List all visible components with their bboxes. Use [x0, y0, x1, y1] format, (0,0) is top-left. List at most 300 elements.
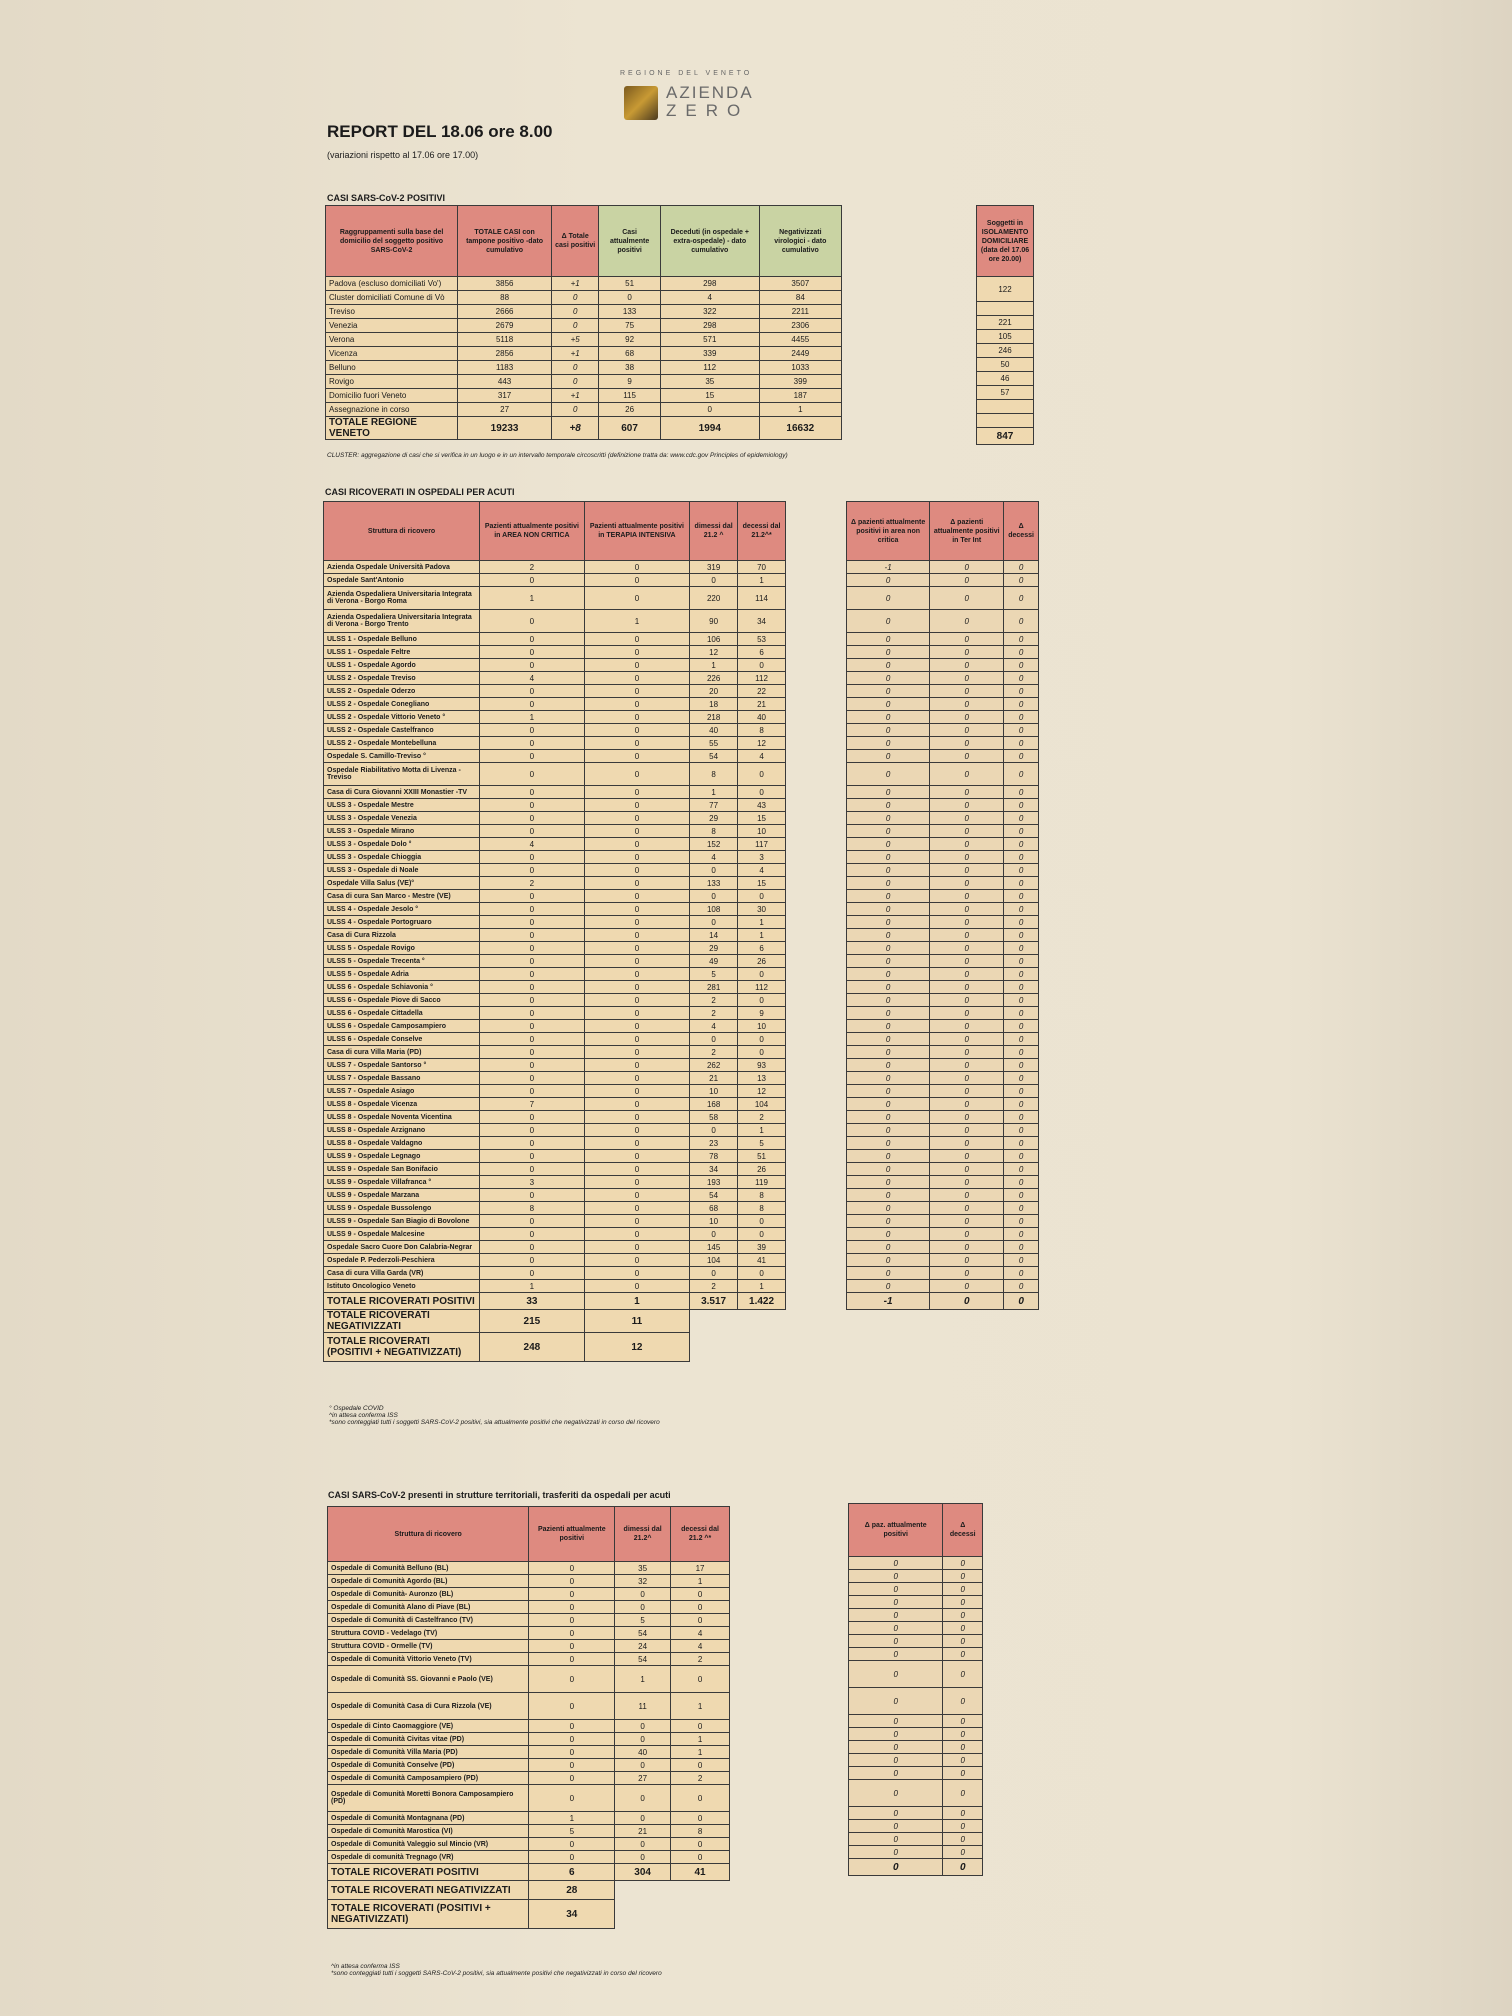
table-cell: 10	[690, 1215, 738, 1228]
table-cell: ULSS 8 - Ospedale Vicenza	[324, 1098, 480, 1111]
table-cell: ULSS 1 - Ospedale Agordo	[324, 659, 480, 672]
table-cell: 193	[690, 1176, 738, 1189]
table-row	[847, 1033, 1039, 1046]
table-cell: ULSS 6 - Ospedale Schiavonia °	[324, 981, 480, 994]
table-cell: 0	[480, 1137, 585, 1150]
table-cell: 77	[690, 799, 738, 812]
table-cell: 571	[660, 333, 759, 347]
table-cell: Azienda Ospedaliera Universitaria Integrata di Verona - Borgo Roma	[324, 587, 480, 610]
brand-logo: AZIENDA ZERO	[666, 83, 754, 120]
table-cell: 0	[480, 1163, 585, 1176]
table-cell: 78	[690, 1150, 738, 1163]
table-cell: 9	[599, 375, 661, 389]
table-cell: ULSS 9 - Ospedale Malcesine	[324, 1228, 480, 1241]
table-cell: 108	[690, 903, 738, 916]
table-cell: 0	[480, 1254, 585, 1267]
table-row	[847, 929, 1039, 942]
table-row	[324, 737, 786, 750]
table-cell: 0	[847, 929, 930, 942]
table-cell: 0	[930, 561, 1004, 574]
table-cell: 0	[1004, 1163, 1039, 1176]
table-cell: 2211	[759, 305, 841, 319]
table-cell: 0	[849, 1741, 943, 1754]
table-row	[849, 1648, 983, 1661]
table-cell: 0	[584, 1228, 689, 1241]
table-cell: 0	[615, 1838, 671, 1851]
table-cell: ULSS 5 - Ospedale Adria	[324, 968, 480, 981]
table-cell: 5	[615, 1614, 671, 1627]
table-cell: 0	[584, 763, 689, 786]
table-row	[849, 1570, 983, 1583]
header-row	[847, 502, 1039, 561]
table-cell: 0	[943, 1557, 983, 1570]
table-cell: 0	[1004, 1241, 1039, 1254]
positive-cases-table	[325, 205, 842, 440]
table-row	[328, 1693, 730, 1720]
table-cell: 0	[480, 1267, 585, 1280]
table-cell: 68	[599, 347, 661, 361]
table-cell: 23	[690, 1137, 738, 1150]
table-cell: 0	[1004, 561, 1039, 574]
table-cell: ULSS 9 - Ospedale San Biagio di Bovolone	[324, 1215, 480, 1228]
table-cell: 51	[599, 277, 661, 291]
table-row	[324, 763, 786, 786]
header-row	[328, 1507, 730, 1562]
table-cell: Casa di Cura Rizzola	[324, 929, 480, 942]
table-cell: 0	[690, 1267, 738, 1280]
table-cell: 34	[738, 610, 786, 633]
column-header: TOTALE CASI con tampone positivo -dato cumulativo	[458, 206, 552, 277]
table-cell: Ospedale di Comunità di Castelfranco (TV)	[328, 1614, 529, 1627]
table-cell: Ospedale di Comunità Camposampiero (PD)	[328, 1772, 529, 1785]
table-cell: Ospedale di Comunità Valeggio sul Mincio (VR)	[328, 1838, 529, 1851]
table-cell: 0	[552, 305, 599, 319]
table-row	[847, 1267, 1039, 1280]
table-cell: 0	[480, 916, 585, 929]
table-row	[847, 1254, 1039, 1267]
table-row	[326, 417, 842, 440]
table-cell: 0	[943, 1859, 983, 1876]
table-cell: 1	[671, 1575, 730, 1588]
table-cell: 2856	[458, 347, 552, 361]
table-cell: 0	[930, 1215, 1004, 1228]
table-cell: 0	[1004, 1072, 1039, 1085]
table-cell: 1	[671, 1733, 730, 1746]
table-cell: 8	[671, 1825, 730, 1838]
table-cell: 24	[615, 1640, 671, 1653]
column-header: Struttura di ricovero	[324, 502, 480, 561]
table-cell: 0	[660, 403, 759, 417]
table-cell: ULSS 2 - Ospedale Conegliano	[324, 698, 480, 711]
table-cell: 0	[529, 1588, 615, 1601]
table-cell: 0	[480, 737, 585, 750]
table-cell: 14	[690, 929, 738, 942]
table-row	[324, 610, 786, 633]
table-cell: 0	[584, 1254, 689, 1267]
table-cell: 117	[738, 838, 786, 851]
table-cell: 0	[480, 1215, 585, 1228]
table-cell: 0	[930, 929, 1004, 942]
table-row	[324, 1137, 786, 1150]
table-cell: 27	[458, 403, 552, 417]
table-cell: 114	[738, 587, 786, 610]
table-cell: 0	[615, 1720, 671, 1733]
table-cell: 0	[943, 1728, 983, 1741]
table-cell: 0	[930, 838, 1004, 851]
table-cell: 0	[1004, 877, 1039, 890]
table-cell: 0	[1004, 916, 1039, 929]
table-cell: 0	[480, 685, 585, 698]
table-cell: 0	[930, 1059, 1004, 1072]
table-cell: 0	[584, 864, 689, 877]
table-cell: 57	[977, 386, 1034, 400]
table-cell: 0	[1004, 737, 1039, 750]
table-cell: Vicenza	[326, 347, 458, 361]
table-row	[849, 1820, 983, 1833]
table-cell: 2	[671, 1772, 730, 1785]
table-cell: 0	[690, 1228, 738, 1241]
table-cell: 104	[738, 1098, 786, 1111]
table-cell: 0	[930, 786, 1004, 799]
table-cell: 0	[690, 574, 738, 587]
table-cell: 0	[529, 1772, 615, 1785]
table-cell: 6	[738, 942, 786, 955]
column-header: dimessi dal 21.2 ^	[690, 502, 738, 561]
table-cell: 0	[847, 1202, 930, 1215]
table-cell: 0	[930, 903, 1004, 916]
table-cell: Casa di cura Villa Garda (VR)	[324, 1267, 480, 1280]
table-row	[328, 1900, 730, 1929]
table-cell: 0	[930, 646, 1004, 659]
table-row	[977, 316, 1034, 330]
table-cell: 0	[738, 763, 786, 786]
table-cell: 50	[977, 358, 1034, 372]
table-cell: 0	[529, 1601, 615, 1614]
table-cell: 21	[738, 698, 786, 711]
table-cell: 0	[615, 1588, 671, 1601]
table-row	[324, 1202, 786, 1215]
table-cell: 281	[690, 981, 738, 994]
table-row	[324, 812, 786, 825]
table-cell: 0	[1004, 698, 1039, 711]
table-row	[849, 1622, 983, 1635]
table-cell: 1.422	[738, 1293, 786, 1310]
column-header: dimessi dal 21.2^	[615, 1507, 671, 1562]
page-subtitle: (variazioni rispetto al 17.06 ore 17.00)	[327, 150, 479, 160]
table-cell: 0	[480, 1241, 585, 1254]
territorial-notes	[331, 1963, 662, 1977]
table-cell: Ospedale di Comunità Casa di Cura Rizzola (VE)	[328, 1693, 529, 1720]
table-cell: 7	[480, 1098, 585, 1111]
table-cell: 55	[690, 737, 738, 750]
table-cell: 0	[943, 1622, 983, 1635]
table-cell: 0	[849, 1570, 943, 1583]
table-cell: ULSS 6 - Ospedale Conselve	[324, 1033, 480, 1046]
table-cell: 4	[480, 672, 585, 685]
table-cell: 1	[738, 1124, 786, 1137]
hospital-notes	[329, 1405, 660, 1426]
table-cell: 0	[584, 1033, 689, 1046]
table-cell: 93	[738, 1059, 786, 1072]
table-cell: 1	[690, 659, 738, 672]
table-cell: 0	[1004, 724, 1039, 737]
table-cell: 0	[943, 1741, 983, 1754]
table-cell: 1	[738, 574, 786, 587]
table-row	[847, 1072, 1039, 1085]
table-cell: ULSS 7 - Ospedale Asiago	[324, 1085, 480, 1098]
table-cell: 34	[690, 1163, 738, 1176]
table-row	[847, 1046, 1039, 1059]
table-cell: 0	[584, 825, 689, 838]
table-cell: 0	[584, 1020, 689, 1033]
table-row	[847, 1124, 1039, 1137]
table-row	[324, 1098, 786, 1111]
column-header: Pazienti attualmente positivi	[529, 1507, 615, 1562]
table-cell: 75	[599, 319, 661, 333]
table-row	[324, 561, 786, 574]
table-row	[847, 672, 1039, 685]
table-cell: 0	[847, 1007, 930, 1020]
table-cell: 0	[1004, 799, 1039, 812]
section1-title: CASI SARS-CoV-2 POSITIVI	[327, 193, 446, 203]
hospital-delta-table	[846, 501, 1039, 1310]
column-header: decessi dal 21.2^*	[738, 502, 786, 561]
table-cell: 3856	[458, 277, 552, 291]
table-row	[847, 659, 1039, 672]
table-cell: 0	[930, 610, 1004, 633]
table-cell: 0	[943, 1820, 983, 1833]
table-row	[977, 344, 1034, 358]
table-row	[324, 633, 786, 646]
table-cell: 0	[847, 903, 930, 916]
table-cell: 0	[738, 968, 786, 981]
table-cell: 0	[529, 1733, 615, 1746]
table-cell: 0	[1004, 1228, 1039, 1241]
table-cell: Ospedale di Comunità Moretti Bonora Camposampiero (PD)	[328, 1785, 529, 1812]
table-row	[847, 1150, 1039, 1163]
table-cell: 0	[943, 1648, 983, 1661]
header-row	[326, 206, 842, 277]
table-cell: 0	[1004, 1150, 1039, 1163]
table-cell: 0	[529, 1627, 615, 1640]
table-row	[847, 812, 1039, 825]
table-cell: 0	[584, 1267, 689, 1280]
table-cell: 0	[1004, 646, 1039, 659]
table-row	[847, 750, 1039, 763]
table-cell: 0	[930, 968, 1004, 981]
table-cell: -1	[847, 1293, 930, 1310]
table-cell: 0	[847, 838, 930, 851]
table-cell: Casa di cura San Marco - Mestre (VE)	[324, 890, 480, 903]
table-row	[324, 851, 786, 864]
table-cell: 0	[584, 1280, 689, 1293]
table-cell: 0	[480, 698, 585, 711]
table-cell: 0	[738, 1267, 786, 1280]
table-cell: ULSS 3 - Ospedale Mirano	[324, 825, 480, 838]
table-cell: 0	[584, 1007, 689, 1020]
table-cell: 0	[943, 1846, 983, 1859]
table-cell: 0	[1004, 942, 1039, 955]
table-cell: 0	[552, 319, 599, 333]
table-row	[324, 646, 786, 659]
table-cell: 8	[738, 724, 786, 737]
table-cell: 0	[849, 1728, 943, 1741]
table-row	[324, 1254, 786, 1267]
table-cell: 0	[671, 1759, 730, 1772]
table-cell: 0	[480, 851, 585, 864]
table-cell: 0	[847, 672, 930, 685]
table-cell: +8	[552, 417, 599, 440]
table-cell: 2	[480, 561, 585, 574]
table-cell: 304	[615, 1864, 671, 1881]
table-cell: 0	[930, 1046, 1004, 1059]
table-cell: 0	[671, 1838, 730, 1851]
table-row	[977, 372, 1034, 386]
header-row	[977, 206, 1034, 277]
table-cell: 0	[930, 1293, 1004, 1310]
table-row	[328, 1759, 730, 1772]
table-row	[324, 994, 786, 1007]
table-cell: 105	[977, 330, 1034, 344]
table-cell	[977, 400, 1034, 414]
table-cell: 0	[584, 1124, 689, 1137]
table-row	[849, 1807, 983, 1820]
table-cell: ULSS 9 - Ospedale Villafranca °	[324, 1176, 480, 1189]
table-cell: 0	[930, 659, 1004, 672]
table-cell: 0	[930, 994, 1004, 1007]
table-cell: 0	[1004, 1020, 1039, 1033]
table-cell: 38	[599, 361, 661, 375]
table-cell: 4455	[759, 333, 841, 347]
table-cell: 0	[1004, 968, 1039, 981]
table-cell: 317	[458, 389, 552, 403]
table-cell: 0	[930, 825, 1004, 838]
table-cell: 29	[690, 942, 738, 955]
column-header: Casi attualmente positivi	[599, 206, 661, 277]
table-row	[328, 1614, 730, 1627]
table-cell: 0	[849, 1833, 943, 1846]
table-row	[328, 1838, 730, 1851]
table-cell: 0	[480, 1228, 585, 1241]
table-cell: 0	[584, 851, 689, 864]
table-row	[847, 561, 1039, 574]
table-cell: 0	[480, 724, 585, 737]
table-cell: Ospedale di Comunità Civitas vitae (PD)	[328, 1733, 529, 1746]
table-row	[977, 302, 1034, 316]
table-cell: +1	[552, 277, 599, 291]
table-cell: 0	[930, 737, 1004, 750]
table-cell: 0	[480, 955, 585, 968]
table-cell: 399	[759, 375, 841, 389]
table-cell: 0	[671, 1588, 730, 1601]
table-row	[847, 955, 1039, 968]
table-cell: 0	[480, 659, 585, 672]
table-cell: TOTALE REGIONE VENETO	[326, 417, 458, 440]
table-row	[326, 305, 842, 319]
table-cell: 0	[930, 1241, 1004, 1254]
table-cell: 17	[671, 1562, 730, 1575]
table-cell: ULSS 9 - Ospedale Marzana	[324, 1189, 480, 1202]
table-cell: 2	[738, 1111, 786, 1124]
table-cell: 0	[615, 1812, 671, 1825]
column-header: Δ Totale casi positivi	[552, 206, 599, 277]
table-cell: 26	[599, 403, 661, 417]
table-row	[326, 333, 842, 347]
table-cell: 70	[738, 561, 786, 574]
table-cell: ULSS 2 - Ospedale Montebelluna	[324, 737, 480, 750]
table-row	[847, 1215, 1039, 1228]
table-cell: ULSS 1 - Ospedale Belluno	[324, 633, 480, 646]
table-cell: 112	[660, 361, 759, 375]
table-row	[847, 903, 1039, 916]
table-cell: Ospedale di Comunità Vittorio Veneto (TV)	[328, 1653, 529, 1666]
table-row	[324, 685, 786, 698]
table-cell: 0	[738, 890, 786, 903]
table-cell: Ospedale di Comunità- Auronzo (BL)	[328, 1588, 529, 1601]
table-cell: 106	[690, 633, 738, 646]
table-cell: 0	[480, 633, 585, 646]
table-cell: Azienda Ospedale Università Padova	[324, 561, 480, 574]
table-cell: 0	[849, 1648, 943, 1661]
table-row	[324, 1085, 786, 1098]
table-row	[847, 574, 1039, 587]
table-cell: 0	[584, 685, 689, 698]
table-cell: 0	[480, 1033, 585, 1046]
table-cell: 0	[943, 1583, 983, 1596]
table-cell: 15	[660, 389, 759, 403]
column-header: Negativizzati virologici - dato cumulativo	[759, 206, 841, 277]
table-cell: ULSS 7 - Ospedale Bassano	[324, 1072, 480, 1085]
table-cell: 4	[660, 291, 759, 305]
table-cell: 51	[738, 1150, 786, 1163]
table-cell: 1	[690, 786, 738, 799]
table-cell: 0	[480, 812, 585, 825]
table-cell: 0	[1004, 610, 1039, 633]
table-cell: 0	[849, 1780, 943, 1807]
table-row	[324, 864, 786, 877]
table-cell: 15	[738, 877, 786, 890]
table-cell: 4	[671, 1627, 730, 1640]
column-header: Pazienti attualmente positivi in AREA NON CRITICA	[480, 502, 585, 561]
table-cell: 0	[529, 1640, 615, 1653]
table-cell: 0	[584, 903, 689, 916]
table-row	[324, 724, 786, 737]
table-cell: 0	[930, 877, 1004, 890]
table-row	[324, 698, 786, 711]
table-cell: 28	[529, 1881, 615, 1900]
table-row	[328, 1601, 730, 1614]
table-cell: 0	[690, 916, 738, 929]
table-row	[328, 1627, 730, 1640]
column-header: Δ decessi	[1004, 502, 1039, 561]
table-row	[847, 685, 1039, 698]
table-cell: 226	[690, 672, 738, 685]
table-cell: 0	[1004, 929, 1039, 942]
table-cell: TOTALE RICOVERATI NEGATIVIZZATI	[324, 1310, 480, 1333]
table-cell: Ospedale di Comunità Villa Maria (PD)	[328, 1746, 529, 1759]
table-row	[324, 672, 786, 685]
table-cell: 133	[599, 305, 661, 319]
table-row	[324, 1059, 786, 1072]
table-cell: 54	[615, 1653, 671, 1666]
table-cell: 1	[759, 403, 841, 417]
column-header: Soggetti in ISOLAMENTO DOMICILIARE (data del 17.06 ore 20.00)	[977, 206, 1034, 277]
table-row	[324, 1215, 786, 1228]
table-cell: 35	[660, 375, 759, 389]
table-row	[847, 1137, 1039, 1150]
table-cell: 0	[615, 1601, 671, 1614]
table-cell: TOTALE RICOVERATI POSITIVI	[328, 1864, 529, 1881]
